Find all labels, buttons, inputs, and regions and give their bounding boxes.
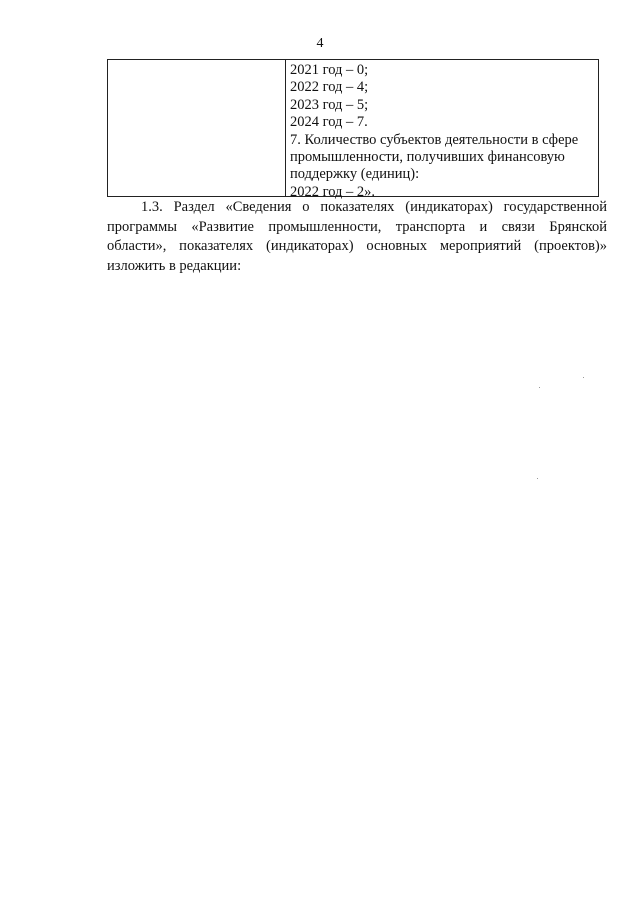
table-line: 2024 год – 7. (290, 114, 368, 131)
paragraph-line: изложить в редакции: (107, 257, 242, 274)
table-line: 2021 год – 0; (290, 62, 369, 78)
paragraph-line: 1.3. Раздел «Сведения о показателях (индикаторах) государственной (141, 199, 607, 215)
paragraph-line: программы «Развитие промышленности, транспорта и связи Брянской (107, 218, 607, 235)
table-line: 7. Количество субъектов деятельности в сфере (290, 131, 579, 148)
scan-speck (539, 387, 540, 388)
indicator-table (107, 59, 599, 200)
table-line: 2023 год – 5; (290, 96, 369, 113)
table-column-divider (285, 60, 286, 196)
scan-speck (537, 478, 538, 479)
page-number: 4 (316, 36, 324, 51)
table-line: 2022 год – 4; (290, 79, 369, 96)
paragraph-line: области», показателях (индикаторах) основных мероприятий (проектов)» (107, 238, 607, 254)
table-right-cell (290, 62, 594, 201)
table-line: 2022 год – 2». (290, 183, 376, 200)
table-line: промышленности, получивших финансовую (290, 149, 565, 166)
scan-speck (583, 377, 584, 378)
table-line: поддержку (единиц): (290, 166, 420, 183)
body-paragraph (107, 198, 607, 276)
